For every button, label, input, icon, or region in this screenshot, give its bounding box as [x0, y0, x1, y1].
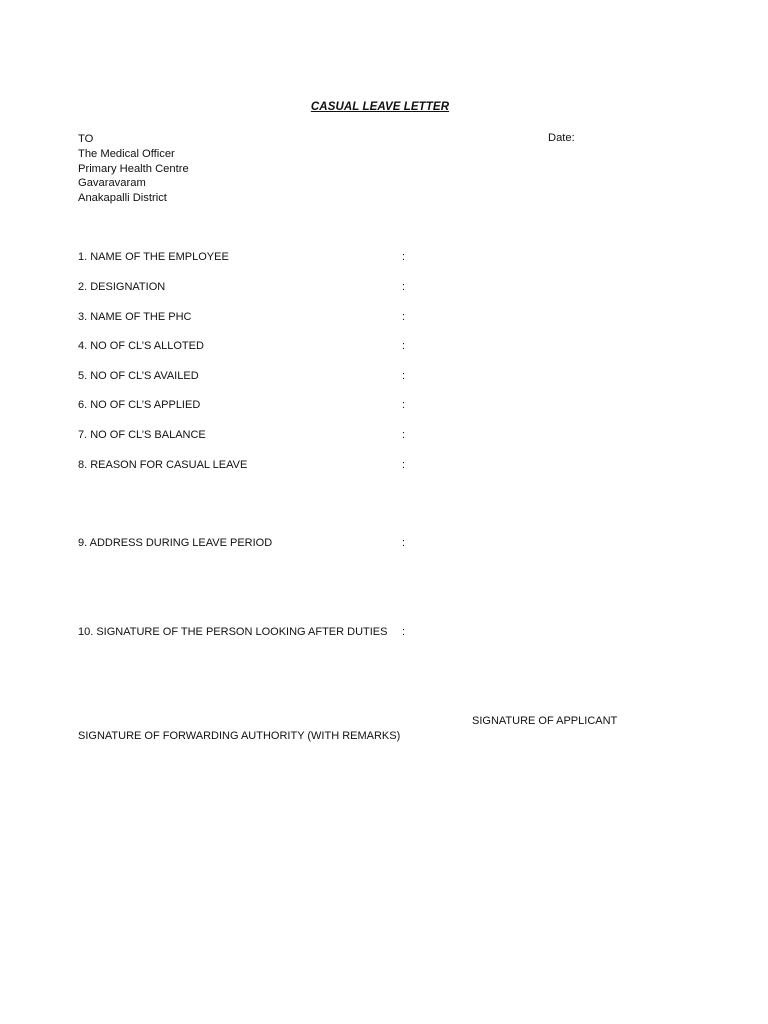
- field-label-phc-name: 3. NAME OF THE PHC: [78, 311, 192, 323]
- field-label-cl-alloted: 4. NO OF CL’S ALLOTED: [78, 340, 204, 352]
- field-label-employee-name: 1. NAME OF THE EMPLOYEE: [78, 251, 229, 263]
- field-separator: :: [402, 281, 406, 293]
- address-line-centre: Primary Health Centre: [78, 162, 189, 175]
- field-separator: :: [402, 537, 406, 549]
- field-label-leave-reason: 8. REASON FOR CASUAL LEAVE: [78, 459, 248, 471]
- field-separator: :: [402, 340, 406, 352]
- field-label-leave-address: 9. ADDRESS DURING LEAVE PERIOD: [78, 537, 273, 549]
- field-separator: :: [402, 399, 406, 411]
- field-label-cl-applied: 6. NO OF CL’S APPLIED: [78, 399, 201, 411]
- field-separator: :: [402, 459, 406, 471]
- field-separator: :: [402, 429, 406, 441]
- field-separator: :: [402, 311, 406, 323]
- applicant-signature-label: SIGNATURE OF APPLICANT: [472, 715, 618, 727]
- recipient-address-block: [78, 132, 189, 206]
- field-label-cl-balance: 7. NO OF CL’S BALANCE: [78, 429, 206, 441]
- field-separator: :: [402, 626, 406, 638]
- field-separator: :: [402, 251, 406, 263]
- address-line-to: TO: [78, 133, 94, 145]
- field-separator: :: [402, 370, 406, 382]
- address-line-district: Anakapalli District: [78, 192, 167, 205]
- document-title: CASUAL LEAVE LETTER: [310, 101, 450, 113]
- address-line-village: Gavaravaram: [78, 177, 146, 190]
- date-label: Date:: [548, 132, 575, 144]
- field-label-designation: 2. DESIGNATION: [78, 281, 166, 293]
- field-label-cl-availed: 5. NO OF CL’S AVAILED: [78, 370, 199, 382]
- field-label-duty-signature: 10. SIGNATURE OF THE PERSON LOOKING AFTER DUTIES: [78, 626, 388, 638]
- address-line-officer: The Medical Officer: [78, 147, 175, 160]
- forwarding-authority-signature-label: SIGNATURE OF FORWARDING AUTHORITY (WITH REMARKS): [78, 730, 401, 742]
